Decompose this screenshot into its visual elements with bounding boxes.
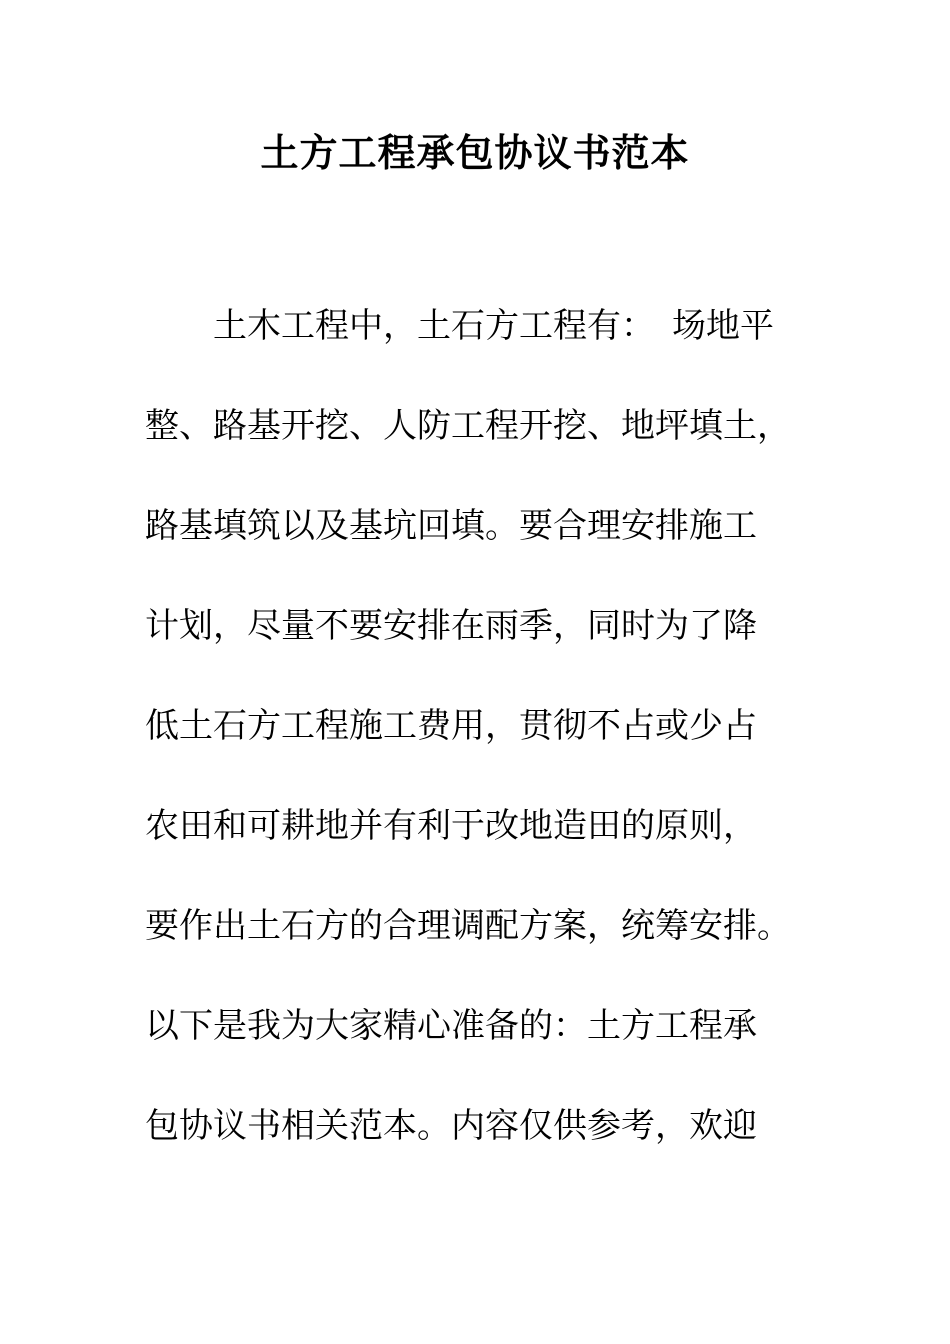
body-line: 计划，尽量不要安排在雨季，同时为了降 — [145, 606, 757, 646]
document-title: 土方工程承包协议书范本 — [260, 130, 690, 175]
body-line: 要作出土石方的合理调配方案，统筹安排。 — [145, 906, 791, 946]
body-line: 包协议书相关范本。内容仅供参考，欢迎 — [145, 1106, 757, 1146]
body-line: 路基填筑以及基坑回填。要合理安排施工 — [145, 506, 757, 546]
body-line: 低土石方工程施工费用，贯彻不占或少占 — [145, 706, 757, 746]
body-line: 土木工程中，土石方工程有： 场地平 — [145, 306, 774, 346]
body-line: 以下是我为大家精心准备的：土方工程承 — [145, 1006, 757, 1046]
body-line: 农田和可耕地并有利于改地造田的原则， — [145, 806, 757, 846]
document-body — [145, 300, 825, 1200]
body-line: 整、路基开挖、人防工程开挖、地坪填土， — [145, 406, 791, 446]
